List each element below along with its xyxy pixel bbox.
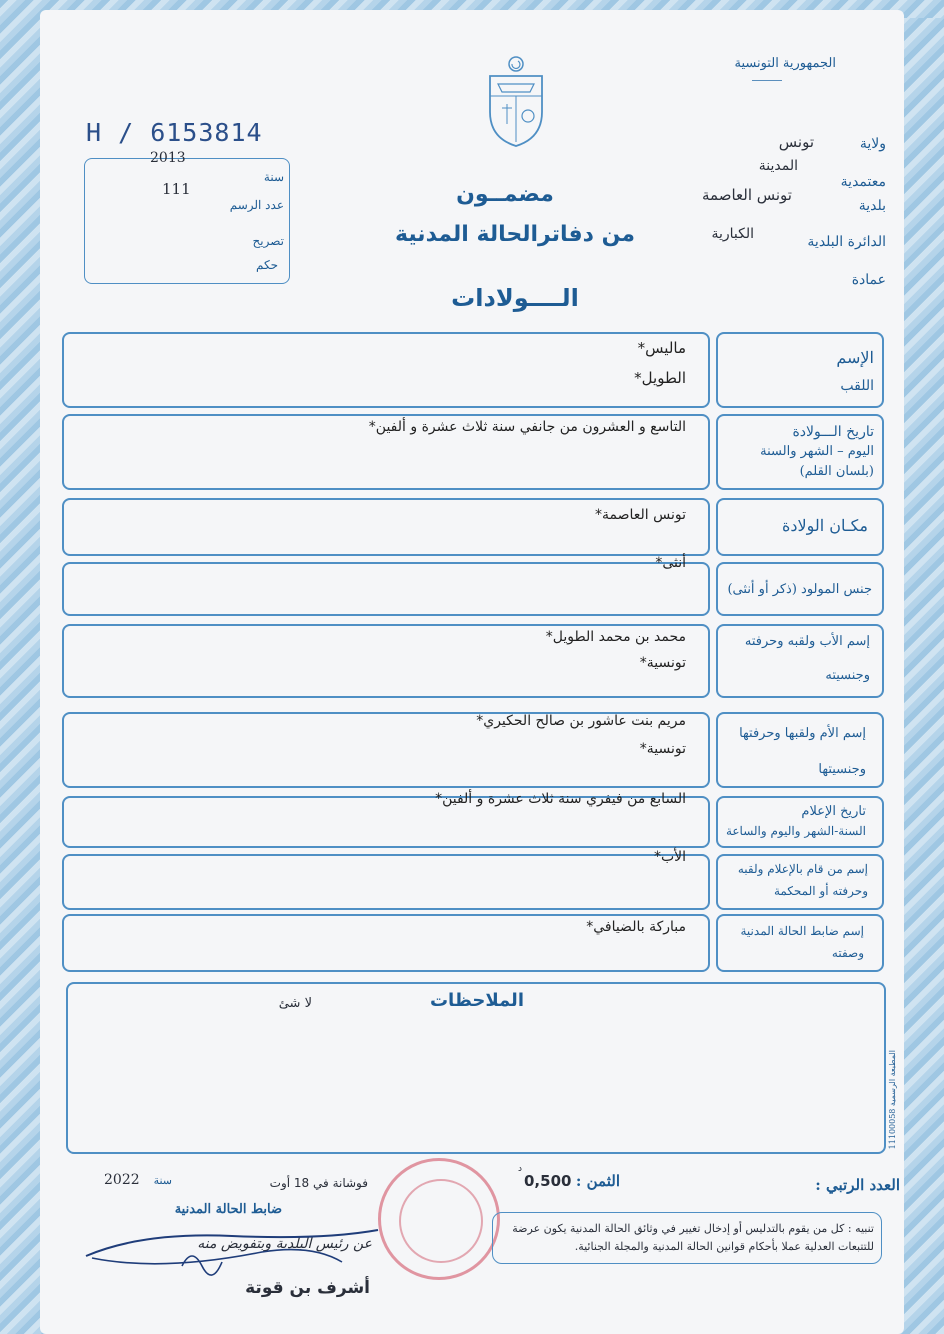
- place-date: فوشانة في 18 أوت: [269, 1176, 368, 1190]
- register-number-label: عدد الرسم: [229, 198, 284, 212]
- row-birthdate-label: تاريخ الـــولادة: [792, 424, 874, 440]
- price-value: 0,500: [524, 1172, 572, 1190]
- row-sex-value: أنثى*: [655, 555, 686, 571]
- row-name-value-box: [62, 332, 710, 408]
- footer-year-value: 2022: [104, 1172, 140, 1188]
- ordinal-label: العدد الرتبي :: [815, 1176, 900, 1194]
- row-name-label-2: اللقب: [840, 378, 874, 394]
- baladia-label: بلدية: [858, 198, 886, 214]
- price-label: الثمن :: [575, 1172, 620, 1190]
- row-mother-label: إسم الأم ولقبها وحرفتها: [739, 726, 866, 741]
- signature-icon: [82, 1222, 382, 1292]
- warning-text: تنبيه : كل من يقوم بالتدليس أو إدخال تغيير في وثائق الحالة المدنية يكون عرضة للتتبعات العدلية عملا بأحكام قوانين الحالة المدنية والمجلة الجنائية.: [512, 1222, 874, 1254]
- wilaya-label: ولاية: [859, 136, 886, 152]
- baladia-value: تونس العاصمة: [702, 186, 792, 204]
- row-mother-label-2: وجنسيتها: [818, 762, 866, 777]
- row-birthplace-value: تونس العاصمة*: [595, 507, 686, 523]
- row-officer-label-2: وصفته: [831, 946, 864, 960]
- remarks-value: لا شئ: [278, 996, 312, 1011]
- republic-label: الجمهورية التونسية: [734, 56, 836, 71]
- row-declarer-label-2: وحرفته أو المحكمة: [773, 884, 868, 898]
- serial-number: H / 6153814: [86, 118, 263, 147]
- row-birthdate-label-2: اليوم – الشهر والسنة: [760, 444, 874, 459]
- officer-title: ضابط الحالة المدنية: [174, 1202, 282, 1217]
- row-birthdate-label-3: (بلسان القلم): [799, 464, 874, 479]
- row-declaration-label: تاريخ الإعلام: [801, 804, 866, 819]
- row-father-label-2: وجنسيته: [825, 668, 870, 683]
- title-line-2: من دفاترالحالة المدنية: [394, 222, 635, 247]
- coat-of-arms-icon: [482, 54, 550, 150]
- row-declaration-label-2: السنة-الشهر واليوم والساعة: [725, 824, 866, 838]
- daira-value: الكبارية: [711, 226, 754, 242]
- side-print-text: المطبعة الرسمية 11100058: [888, 1050, 897, 1150]
- motamadia-value: المدينة: [758, 158, 798, 174]
- row-father-label: إسم الأب ولقبه وحرفته: [744, 634, 870, 649]
- wilaya-value: تونس: [778, 133, 814, 151]
- register-year-label: سنة: [263, 170, 284, 184]
- officer-name: أشرف بن قوتة: [245, 1278, 370, 1298]
- row-declarer-value-box: [62, 854, 710, 910]
- row-name-label: الإسم: [836, 348, 874, 367]
- row-name-value-2: الطويل*: [634, 369, 686, 387]
- row-mother-value: مريم بنت عاشور بن صالح الحكيري*: [476, 713, 686, 729]
- row-sex-label: جنس المولود (ذكر أو أنثى): [727, 582, 872, 597]
- title-line-1: مضمــون: [456, 182, 554, 207]
- imada-label: عمادة: [851, 272, 886, 288]
- row-birthplace-label: مكـان الولادة: [781, 516, 868, 535]
- row-officer-label: إسم ضابط الحالة المدنية: [740, 924, 864, 938]
- row-name-value: ماليس*: [637, 339, 686, 357]
- row-father-nationality: تونسية*: [639, 655, 686, 671]
- daira-label: الدائرة البلدية: [807, 234, 886, 250]
- divider: [752, 80, 782, 81]
- register-number-value: 111: [162, 180, 191, 198]
- row-officer-value: مباركة بالضيافي*: [586, 919, 686, 935]
- price-unit: د: [518, 1164, 523, 1174]
- section-title: الــــولادات: [451, 284, 579, 312]
- register-declaration-label: تصريح: [252, 234, 284, 248]
- row-declarer-value: الأب*: [653, 849, 686, 865]
- remarks-title: الملاحظات: [429, 990, 524, 1011]
- row-sex-value-box: [62, 562, 710, 616]
- officer-delegation: عن رئيس البلدية وبتفويض منه: [197, 1236, 372, 1252]
- row-mother-nationality: تونسية*: [639, 741, 686, 757]
- row-declarer-label: إسم من قام بالإعلام ولقبه: [737, 862, 868, 876]
- footer-year-label: سنة: [153, 1174, 172, 1187]
- register-judgment-label: حكم: [255, 258, 278, 272]
- register-year-value: 2013: [150, 150, 186, 166]
- official-stamp-icon: [378, 1158, 500, 1280]
- row-declaration-value: السابع من فيفري سنة ثلاث عشرة و ألفين*: [435, 791, 686, 807]
- row-father-value: محمد بن محمد الطويل*: [545, 629, 686, 645]
- motamadia-label: معتمدية: [840, 174, 886, 190]
- row-birthdate-value: التاسع و العشرون من جانفي سنة ثلاث عشرة و ألفين*: [368, 419, 686, 435]
